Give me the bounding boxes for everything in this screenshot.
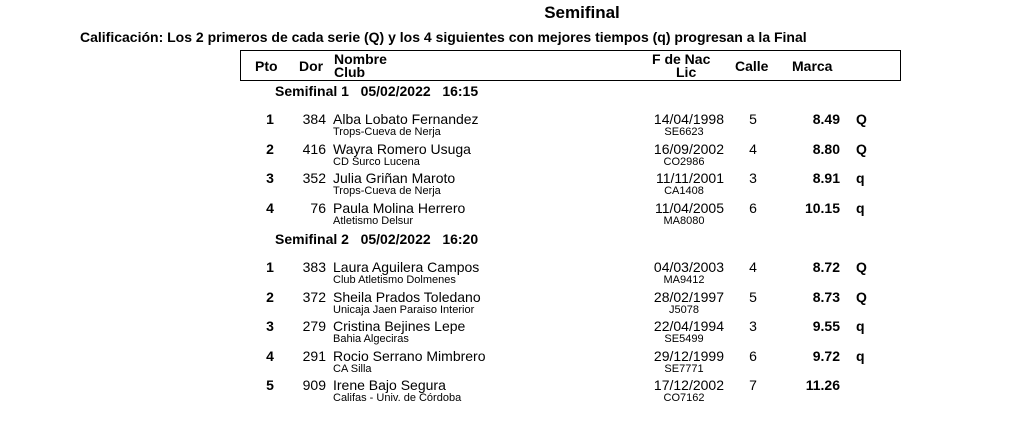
lane: 6 — [749, 348, 757, 364]
bib-number: 352 — [302, 170, 326, 186]
bib-number: 909 — [302, 377, 326, 393]
position: 3 — [266, 318, 274, 334]
position: 4 — [266, 200, 274, 216]
club-name: Trops-Cueva de Nerja — [333, 185, 441, 197]
birth-date: 04/03/2003 — [653, 259, 724, 275]
athlete-name: Wayra Romero Usuga — [333, 141, 471, 157]
qualifier: q — [856, 318, 865, 334]
mark: 8.72 — [812, 259, 840, 275]
header-dor: Dor — [299, 58, 324, 74]
qualifier: q — [856, 200, 865, 216]
qualifier: q — [856, 170, 865, 186]
table-row — [0, 141, 1024, 169]
qualifier: Q — [856, 289, 867, 305]
birth-date: 11/11/2001 — [656, 170, 724, 186]
semifinal-title: Semifinal 1 05/02/2022 16:15 — [275, 83, 479, 99]
club-name: Califas - Univ. de Córdoba — [333, 392, 462, 404]
athlete-name: Alba Lobato Fernandez — [333, 111, 479, 127]
mark: 8.49 — [812, 111, 840, 127]
lane: 3 — [749, 170, 757, 186]
table-row — [0, 200, 1024, 228]
lane: 5 — [749, 111, 757, 127]
qualifier: Q — [856, 259, 867, 275]
lane: 3 — [749, 318, 757, 334]
birth-date: 22/04/1994 — [653, 318, 724, 334]
birth-date: 17/12/2002 — [653, 377, 724, 393]
header-club: Club — [334, 64, 366, 80]
license: SE5499 — [664, 333, 704, 345]
license: CO7162 — [663, 392, 705, 404]
lane: 7 — [749, 377, 757, 393]
birth-date: 11/04/2005 — [654, 200, 724, 216]
club-name: Unicaja Jaen Paraiso Interior — [333, 304, 475, 316]
license: SE6623 — [664, 126, 704, 138]
athlete-name: Sheila Prados Toledano — [333, 289, 481, 305]
bib-number: 291 — [302, 348, 326, 364]
header-lic: Lic — [676, 64, 697, 80]
bib-number: 76 — [310, 200, 326, 216]
athlete-name: Laura Aguilera Campos — [333, 259, 480, 275]
mark: 10.15 — [804, 200, 840, 216]
bib-number: 384 — [302, 111, 326, 127]
table-row — [0, 289, 1024, 317]
athlete-name: Julia Griñan Maroto — [333, 170, 456, 186]
semifinal-title: Semifinal 2 05/02/2022 16:20 — [275, 231, 479, 247]
birth-date: 16/09/2002 — [653, 141, 724, 157]
qualifier: q — [856, 348, 865, 364]
license: CO2986 — [663, 156, 705, 168]
mark: 9.72 — [812, 348, 840, 364]
club-name: Club Atletismo Dolmenes — [333, 274, 456, 286]
mark: 9.55 — [812, 318, 840, 334]
athlete-name: Cristina Bejines Lepe — [333, 318, 466, 334]
table-row — [0, 348, 1024, 376]
club-name: CA Silla — [333, 363, 372, 375]
club-name: Atletismo Delsur — [333, 215, 414, 227]
header-fnac: F de Nac — [652, 51, 711, 67]
birth-date: 14/04/1998 — [653, 111, 724, 127]
lane: 4 — [749, 141, 757, 157]
mark: 8.91 — [812, 170, 840, 186]
position: 1 — [266, 259, 274, 275]
athlete-name: Irene Bajo Segura — [333, 377, 446, 393]
license: MA8080 — [663, 215, 705, 227]
table-row — [0, 259, 1024, 287]
table-row — [0, 111, 1024, 139]
license: SE7771 — [664, 363, 704, 375]
position: 4 — [266, 348, 274, 364]
mark: 11.26 — [805, 377, 840, 393]
header-pto: Pto — [255, 58, 278, 74]
table-header — [240, 50, 901, 81]
position: 3 — [266, 170, 274, 186]
birth-date: 28/02/1997 — [653, 289, 724, 305]
qualifier: Q — [856, 111, 867, 127]
position: 2 — [266, 289, 274, 305]
position: 2 — [266, 141, 274, 157]
birth-date: 29/12/1999 — [653, 348, 724, 364]
page-title: Semifinal — [544, 3, 620, 22]
lane: 4 — [749, 259, 757, 275]
lane: 5 — [749, 289, 757, 305]
club-name: CD Surco Lucena — [333, 156, 420, 168]
qualification-note: Calificación: Los 2 primeros de cada serie (Q) y los 4 siguientes con mejores tiempos (q) progresan a la Final — [80, 29, 807, 45]
bib-number: 279 — [302, 318, 326, 334]
mark: 8.80 — [812, 141, 840, 157]
club-name: Bahia Algeciras — [333, 333, 409, 345]
table-row — [0, 377, 1024, 405]
mark: 8.73 — [812, 289, 840, 305]
position: 1 — [266, 111, 274, 127]
position: 5 — [266, 377, 274, 393]
bib-number: 372 — [302, 289, 326, 305]
athlete-name: Paula Molina Herrero — [333, 200, 466, 216]
header-nombre: Nombre — [334, 51, 387, 67]
license: MA9412 — [663, 274, 705, 286]
header-marca: Marca — [792, 58, 833, 74]
bib-number: 383 — [302, 259, 326, 275]
club-name: Trops-Cueva de Nerja — [333, 126, 441, 138]
lane: 6 — [749, 200, 757, 216]
qualifier: Q — [856, 141, 867, 157]
bib-number: 416 — [302, 141, 326, 157]
license: CA1408 — [664, 185, 704, 197]
license: J5078 — [669, 304, 699, 316]
table-row — [0, 170, 1024, 198]
athlete-name: Rocio Serrano Mimbrero — [333, 348, 486, 364]
header-calle: Calle — [735, 58, 769, 74]
table-row — [0, 318, 1024, 346]
